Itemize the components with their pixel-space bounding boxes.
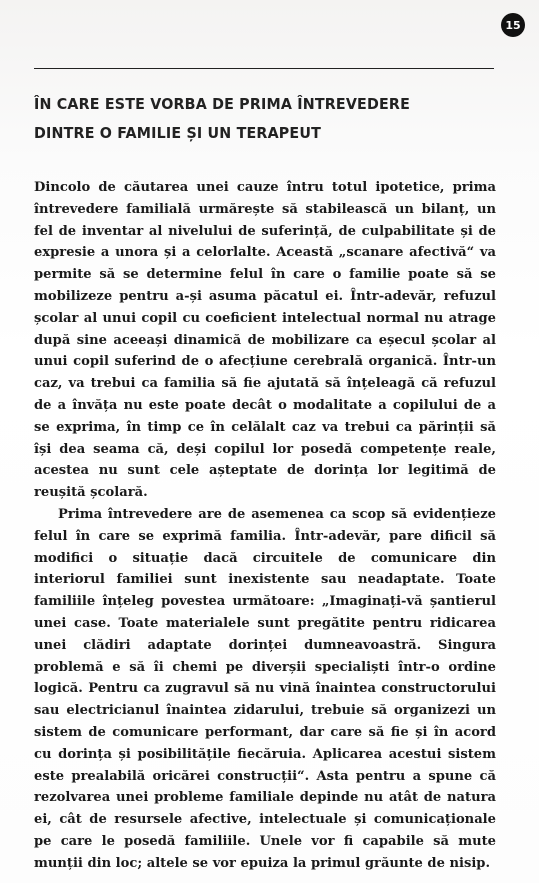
body-text [34,177,496,875]
section-heading: ÎN CARE ESTE VORBA DE PRIMA ÎNTREVEDERE DINTRE O FAMILIE ȘI UN TERAPEUT [34,95,411,143]
heading-divider [34,68,494,69]
paragraph-1: Dincolo de căutarea unei cauze întru totul ipotetice, prima întrevedere familială urmărește să stabilească un bilanț, un fel de inventar al nivelului de suferință, de culpabilitate și de expresie a unora și a celorlalte. Această „scanare afectivă“ va permite să se determine felul în care o familie poate să se mobilizeze pentru a-și asuma păcatul ei. Într-adevăr, refuzul școlar al unui copil cu coeficient intelectual normal nu atrage după sine aceeași dinamică de mobilizare ca eșecul școlar al unui copil suferind de o afecțiune cerebrală organică. Într-un caz, va trebui ca familia să fie ajutată să înțeleagă că refuzul de a învăța nu este poate decât o modalitate a copilului de a se exprima, în timp ce în celălalt caz va trebui ca părinții să își dea seama că, deși copilul lor posedă competențe reale, acestea nu sunt cele așteptate de dorința lor legitimă de reușită școlară. [34,180,496,501]
paragraph-2: Prima întrevedere are de asemenea ca scop să evidențieze felul în care se exprimă familia. Într-adevăr, pare dificil să modifici o situație dacă circuitele de comunicare din interiorul familiei sunt inexistente sau neadaptate. Toate familiile înțeleg povestea următoare: „Imaginați-vă șantierul unei case. Toate materialele sunt pregătite pentru ridicarea unei clădiri adaptate dorinței dumneavoastră. Singura problemă e să îi chemi pe diverșii specialiști într-o ordine logică. Pentru ca zugravul să nu vină înaintea constructorului sau electricianul înaintea zidarului, trebuie să organizezi un sistem de comunicare performant, dar care să fie și în acord cu dorința și posibilitățile fiecăruia. Aplicarea acestui sistem este prealabilă oricărei construcții“. Asta pentru a spune că rezolvarea unei probleme familiale depinde nu atât de natura ei, cât de resursele afective, intelectuale și comunicaționale pe care le posedă familiile. Unele vor fi capabile să mute munții din loc; altele se vor epuiza la primul grăunte de nisip. [34,506,496,871]
page-number-badge: 15 [501,13,525,37]
